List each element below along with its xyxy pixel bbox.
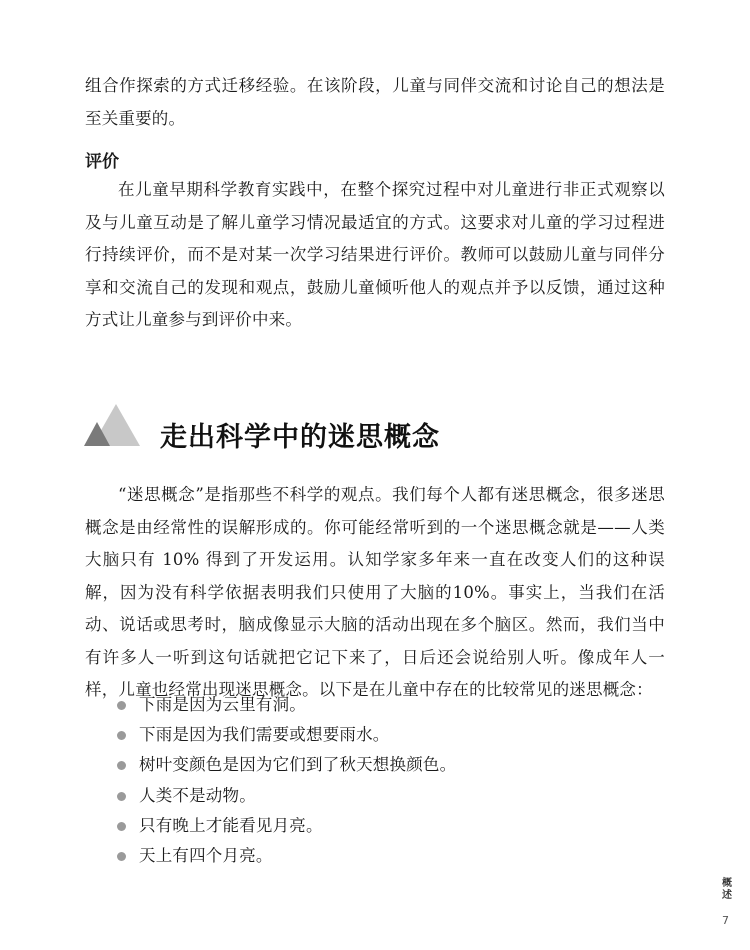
section-heading bbox=[82, 400, 582, 470]
evaluation-paragraph: 在儿童早期科学教育实践中，在整个探究过程中对儿童进行非正式观察以及与儿童互动是了解儿童学习情况最适宜的方式。这要求对儿童的学习过程进行持续评价，而不是对某一次学习结果进行评价。教师可以鼓励儿童与同伴分享和交流自己的发现和观点，鼓励儿童倾听他人的观点并予以反馈，通过这种方式让儿童参与到评价中来。 bbox=[85, 180, 665, 329]
list-item bbox=[117, 720, 456, 750]
bullet-icon bbox=[117, 792, 126, 801]
chapter-side-label: 概述 bbox=[722, 878, 732, 901]
evaluation-heading: 评价 bbox=[85, 152, 119, 172]
bullet-icon bbox=[117, 852, 126, 861]
list-item-text: 下雨是因为我们需要或想要雨水。 bbox=[139, 725, 390, 745]
list-item bbox=[117, 781, 456, 811]
list-item bbox=[117, 750, 456, 780]
list-item bbox=[117, 811, 456, 841]
list-item-text: 下雨是因为云里有洞。 bbox=[139, 695, 306, 714]
list-item-text: 树叶变颜色是因为它们到了秋天想换颜色。 bbox=[139, 755, 457, 775]
misconception-list bbox=[117, 690, 456, 871]
bullet-icon bbox=[117, 731, 126, 740]
section-title: 走出科学中的迷思概念 bbox=[160, 422, 440, 453]
misconception-paragraph: “迷思概念”是指那些不科学的观点。我们每个人都有迷思概念，很多迷思概念是由经常性的误解形成的。你可能经常听到的一个迷思概念就是——人类大脑只有 10% 得到了开发运用。认知学家多年来一直在改变人们的这种误解，因为没有科学依据表明我们只使用了大脑的10%。事实上，当我们在活动、说话或思考时，脑成像显示大脑的活动出现在多个脑区。然而，我们当中有许多人一听到这句话就把它记下来了，日后还会说给别人听。像成年人一样，儿童也经常出现迷思概念。以下是在儿童中存在的比较常见的迷思概念： bbox=[85, 485, 665, 699]
gray-triangles-icon bbox=[82, 400, 142, 452]
list-item-text: 天上有四个月亮。 bbox=[139, 845, 273, 865]
list-item bbox=[117, 690, 456, 720]
intro-paragraph: 组合作探索的方式迁移经验。在该阶段，儿童与同伴交流和讨论自己的想法是至关重要的。 bbox=[85, 76, 665, 128]
bullet-icon bbox=[117, 701, 126, 710]
list-item-text: 人类不是动物。 bbox=[139, 785, 256, 805]
list-item bbox=[117, 841, 456, 871]
bullet-icon bbox=[117, 822, 126, 831]
list-item-text: 只有晚上才能看见月亮。 bbox=[139, 815, 323, 835]
bullet-icon bbox=[117, 761, 126, 770]
page-number: 7 bbox=[722, 914, 729, 927]
